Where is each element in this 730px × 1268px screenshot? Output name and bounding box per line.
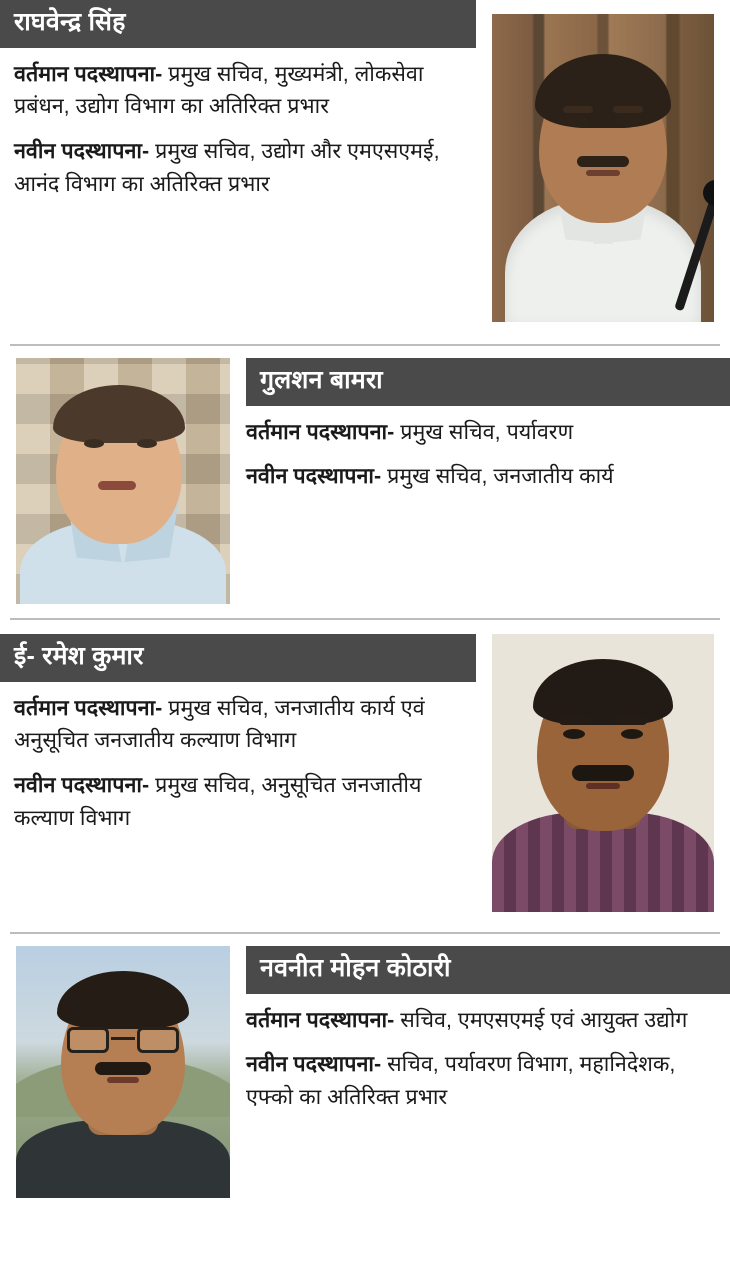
posting-value: प्रमुख सचिव, जनजातीय कार्य एवं अनुसूचित जनजातीय कल्याण विभाग (14, 695, 425, 753)
posting-label: वर्तमान पदस्थापना- (246, 419, 395, 444)
posting-label: वर्तमान पदस्थापना- (246, 1007, 395, 1032)
posting-value: प्रमुख सचिव, जनजातीय कार्य (381, 464, 614, 489)
officer-card (0, 0, 730, 344)
posting-entry (14, 769, 476, 834)
posting-label: वर्तमान पदस्थापना- (14, 61, 163, 86)
posting-value: सचिव, एमएसएमई एवं आयुक्त उद्योग (394, 1007, 688, 1032)
officer-photo (16, 358, 230, 604)
posting-entry (14, 692, 476, 757)
officer-name: ई- रमेश कुमार (0, 634, 476, 682)
posting-value: प्रमुख सचिव, मुख्यमंत्री, लोकसेवा प्रबंधन, उद्योग विभाग का अतिरिक्त प्रभार (14, 61, 424, 119)
posting-entry (246, 1048, 716, 1113)
posting-entry (246, 1004, 716, 1037)
posting-label: नवीन पदस्थापना- (14, 772, 150, 797)
posting-entry (14, 58, 476, 123)
officer-card (0, 934, 730, 1218)
eyeglasses-icon (67, 1027, 179, 1053)
posting-value: प्रमुख सचिव, उद्योग और एमएसएमई, आनंद विभाग का अतिरिक्त प्रभार (14, 138, 440, 196)
posting-entry (14, 135, 476, 200)
posting-entry (246, 460, 716, 493)
officer-name: राघवेन्द्र सिंह (0, 0, 476, 48)
posting-value: प्रमुख सचिव, पर्यावरण (394, 419, 574, 444)
officer-photo (16, 946, 230, 1198)
posting-label: वर्तमान पदस्थापना- (14, 695, 163, 720)
officer-card (0, 620, 730, 932)
officer-photo (492, 634, 714, 912)
posting-value: प्रमुख सचिव, अनुसूचित जनजातीय कल्याण विभाग (14, 772, 422, 830)
posting-label: नवीन पदस्थापना- (14, 138, 150, 163)
officer-name: गुलशन बामरा (246, 358, 730, 406)
posting-label: नवीन पदस्थापना- (246, 464, 382, 489)
officer-photo (492, 14, 714, 322)
posting-entry (246, 416, 716, 449)
officer-name: नवनीत मोहन कोठारी (246, 946, 730, 994)
posting-label: नवीन पदस्थापना- (246, 1052, 382, 1077)
posting-value: सचिव, पर्यावरण विभाग, महानिदेशक, एफ्को का अतिरिक्त प्रभार (246, 1052, 676, 1109)
officer-card (0, 346, 730, 618)
